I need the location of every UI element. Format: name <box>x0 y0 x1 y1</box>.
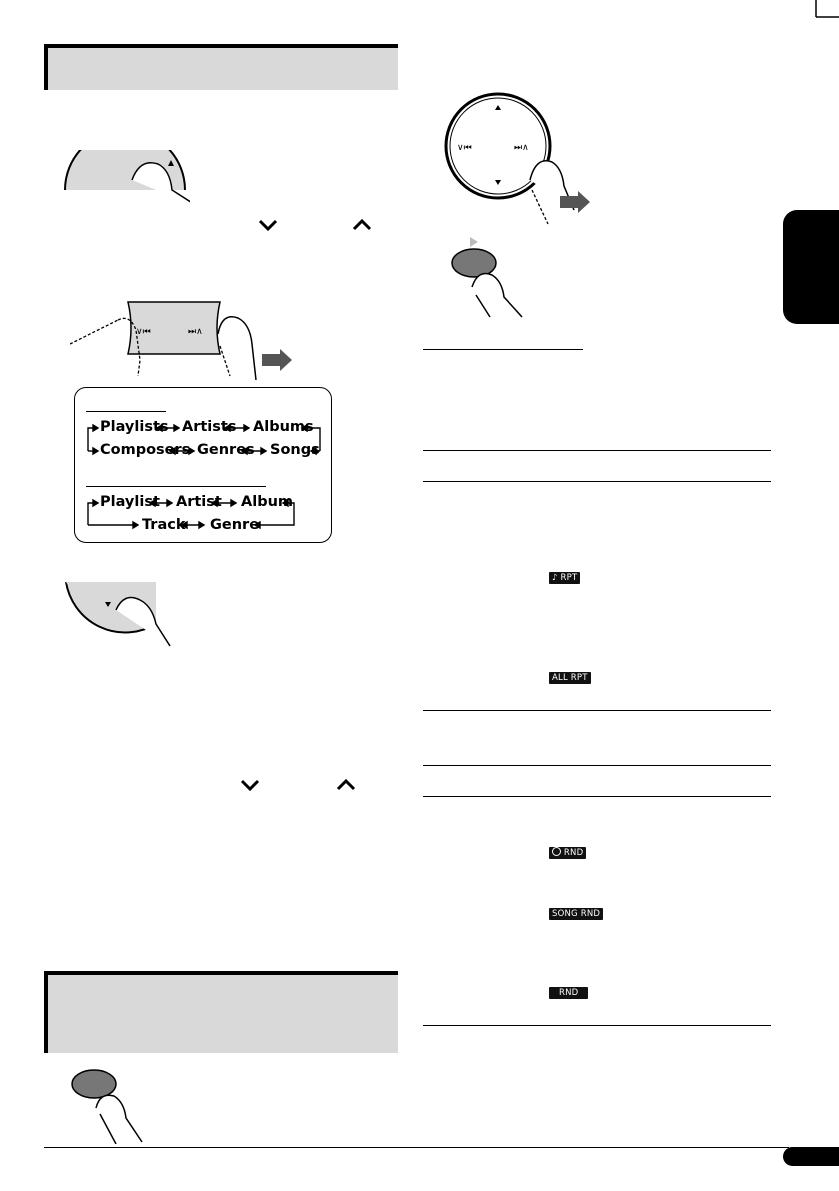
tree-item-playlist: Playlist <box>100 494 160 510</box>
table-rule-2 <box>423 481 771 482</box>
crop-mark <box>790 0 839 30</box>
tree-item-songs: Songs <box>270 442 320 458</box>
dial-down-button-illustration <box>60 580 190 650</box>
folder-random-indicator: RND <box>549 847 586 859</box>
table-rule-6 <box>423 1025 771 1026</box>
tree-item-track: Track <box>142 517 186 533</box>
chevron-up-icon <box>352 219 372 231</box>
chevron-down-icon <box>240 779 260 791</box>
oval-button-illustration <box>70 1068 160 1144</box>
skip-buttons-illustration <box>70 300 300 380</box>
page-number-tab <box>783 1147 839 1166</box>
all-repeat-indicator: ALL RPT <box>549 672 591 684</box>
table-rule-5 <box>423 796 771 797</box>
chevron-up-icon <box>336 779 356 791</box>
tree-item-artist: Artist <box>176 494 222 510</box>
tree-item-composers: Composers <box>100 442 191 458</box>
control-dial-icon <box>440 90 610 230</box>
table-rule-1 <box>423 450 771 451</box>
language-tab <box>783 210 839 324</box>
svg-text:⏭∧: ⏭∧ <box>188 327 203 337</box>
random-indicator: RND <box>549 987 588 999</box>
footer-rule <box>44 1147 789 1148</box>
section-header-1 <box>44 44 398 90</box>
table-rule-4 <box>423 765 771 766</box>
svg-text:∨⏮: ∨⏮ <box>136 327 151 337</box>
tree-underline-1 <box>86 411 166 412</box>
svg-text:⏭∧: ⏭∧ <box>514 143 529 153</box>
tree-item-albums: Albums <box>253 419 314 435</box>
song-repeat-indicator: ♪ RPT <box>549 572 580 584</box>
chevron-down-icon <box>258 219 278 231</box>
tree-item-artists: Artists <box>182 419 237 435</box>
play-button-illustration <box>450 235 540 325</box>
tree-item-genres: Genres <box>197 442 255 458</box>
tree-item-album: Album <box>241 494 294 510</box>
table-rule-3 <box>423 710 771 711</box>
song-random-indicator: SONG RND <box>549 908 603 920</box>
dial-up-button-illustration <box>60 150 190 210</box>
tree-item-playlists: Playlists <box>100 419 169 435</box>
tree-item-genre: Genre <box>210 517 260 533</box>
subheading-underline <box>423 349 583 350</box>
section-header-2 <box>44 971 398 1053</box>
svg-text:∨⏮: ∨⏮ <box>457 143 472 153</box>
